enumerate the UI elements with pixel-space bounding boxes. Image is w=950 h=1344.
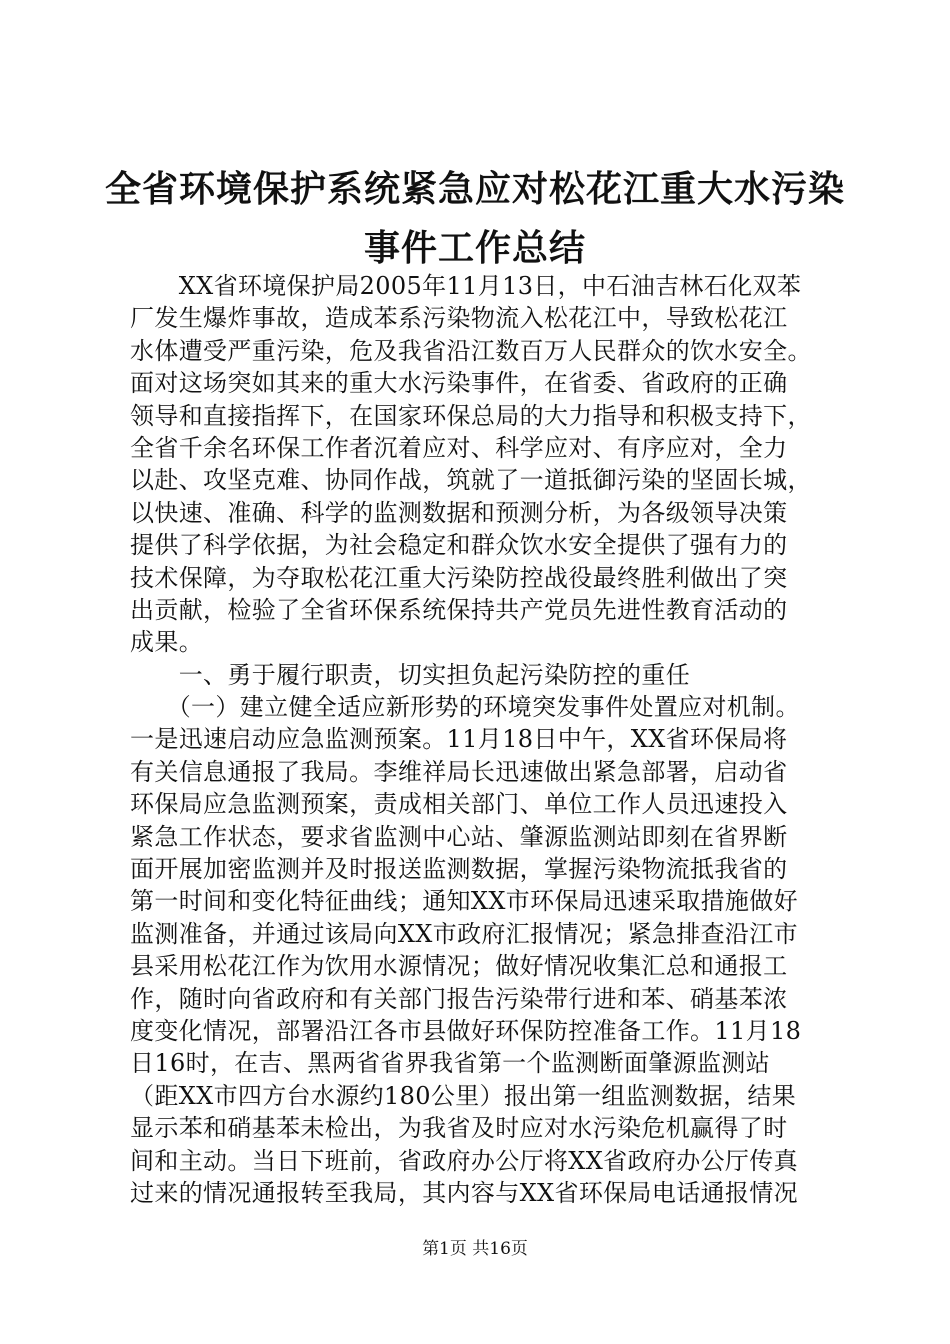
body-line: 显示苯和硝基苯未检出，为我省及时应对水污染危机赢得了时 <box>130 1114 788 1143</box>
body-line: 县采用松花江作为饮用水源情况；做好情况收集汇总和通报工 <box>130 952 788 981</box>
body-line: 有关信息通报了我局。李维祥局长迅速做出紧急部署，启动省 <box>130 757 788 786</box>
body-line: 间和主动。当日下班前，省政府办公厅将XX省政府办公厅传真 <box>130 1146 798 1175</box>
body-line: 紧急工作状态，要求省监测中心站、肇源监测站即刻在省界断 <box>130 822 788 851</box>
body-line: 出贡献，检验了全省环保系统保持共产党员先进性教育活动的 <box>130 595 788 624</box>
body-line: 以快速、准确、科学的监测数据和预测分析，为各级领导决策 <box>130 498 788 527</box>
body-line: 全省千余名环保工作者沉着应对、科学应对、有序应对，全力 <box>130 433 788 462</box>
document-title-line-2: 事件工作总结 <box>363 228 586 269</box>
body-line: 第一时间和变化特征曲线；通知XX市环保局迅速采取措施做好 <box>130 887 798 916</box>
document-body <box>130 270 835 1209</box>
body-line: 技术保障，为夺取松花江重大污染防控战役最终胜利做出了突 <box>130 563 788 592</box>
page-number-footer: 第1页 共16页 <box>422 1239 528 1259</box>
body-line: 面对这场突如其来的重大水污染事件，在省委、省政府的正确 <box>130 369 788 398</box>
body-line: （距XX市四方台水源约180公里）报出第一组监测数据，结果 <box>130 1081 797 1110</box>
body-line: 监测准备，并通过该局向XX市政府汇报情况；紧急排查沿江市 <box>130 919 798 948</box>
body-line: 过来的情况通报转至我局，其内容与XX省环保局电话通报情况 <box>130 1178 798 1207</box>
body-line: 作，随时向省政府和有关部门报告污染带行进和苯、硝基苯浓 <box>130 984 788 1013</box>
body-line: 以赴、攻坚克难、协同作战，筑就了一道抵御污染的坚固长城， <box>130 466 812 495</box>
body-line: 日16时，在吉、黑两省省界我省第一个监测断面肇源监测站 <box>130 1049 770 1078</box>
body-line: 面开展加密监测并及时报送监测数据，掌握污染物流抵我省的 <box>130 855 788 884</box>
body-line: XX省环境保护局2005年11月13日，中石油吉林石化双苯 <box>130 272 802 300</box>
body-line: 成果。 <box>130 628 204 657</box>
body-line: 水体遭受严重污染，危及我省沿江数百万人民群众的饮水安全。 <box>130 336 812 365</box>
section-heading: 一、勇于履行职责，切实担负起污染防控的重任 <box>130 660 691 689</box>
body-line: 厂发生爆炸事故，造成苯系污染物流入松花江中，导致松花江 <box>130 304 788 333</box>
body-line: 一是迅速启动应急监测预案。11月18日中午，XX省环保局将 <box>130 725 788 754</box>
document-title-line-1: 全省环境保护系统紧急应对松花江重大水污染 <box>104 169 845 210</box>
subsection-heading: （一）建立健全适应新形势的环境突发事件处置应对机制。 <box>130 693 800 722</box>
body-line: 环保局应急监测预案，责成相关部门、单位工作人员迅速投入 <box>130 790 788 819</box>
body-line: 领导和直接指挥下，在国家环保总局的大力指导和积极支持下， <box>130 401 812 430</box>
body-line: 度变化情况，部署沿江各市县做好环保防控准备工作。11月18 <box>130 1016 802 1045</box>
body-line: 提供了科学依据，为社会稳定和群众饮水安全提供了强有力的 <box>130 531 788 560</box>
